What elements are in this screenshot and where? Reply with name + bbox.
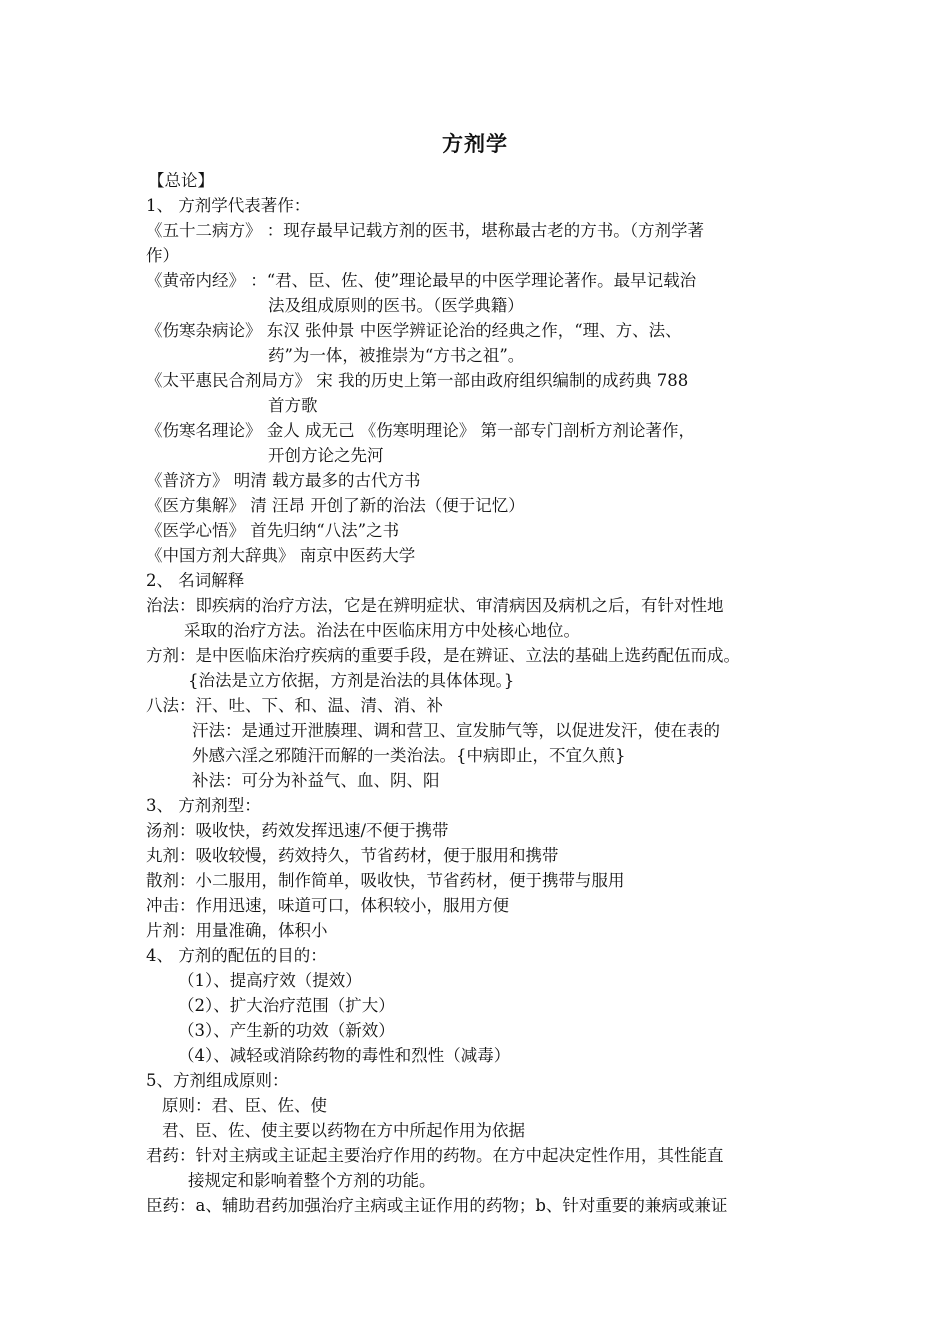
text-line: 《伤寒杂病论》 东汉 张仲景 中医学辨证论治的经典之作，“理、方、法、: [146, 321, 682, 340]
section-heading-general: 【总论】: [148, 171, 214, 190]
text-line: 法及组成原则的医书。（医学典籍）: [268, 296, 524, 315]
list-item: （3）、产生新的功效（新效）: [178, 1021, 395, 1040]
text-line: 《医方集解》 清 汪昂 开创了新的治法（便于记忆）: [146, 496, 525, 515]
text-line: 八法：汗、吐、下、和、温、清、消、补: [146, 696, 443, 715]
text-line: 《医学心悟》 首先归纳“八法”之书: [146, 521, 400, 540]
text-line: 片剂：用量准确，体积小: [146, 921, 328, 940]
section-heading-5: 5、方剂组成原则：: [146, 1071, 289, 1090]
text-line: 《黄帝内经》 ：“君、臣、佐、使”理论最早的中医学理论著作。最早记载治: [146, 271, 697, 290]
text-line: 作）: [146, 246, 179, 265]
text-line: 补法：可分为补益气、血、阴、阳: [192, 771, 440, 790]
text-line: 丸剂：吸收较慢，药效持久，节省药材，便于服用和携带: [146, 846, 559, 865]
section-heading-3: 3、 方剂剂型：: [146, 796, 261, 815]
section-heading-4: 4、 方剂的配伍的目的：: [146, 946, 327, 965]
text-line: 接规定和影响着整个方剂的功能。: [188, 1171, 436, 1190]
text-line: 原则：君、臣、佐、使: [162, 1096, 327, 1115]
list-item: （1）、提高疗效（提效）: [178, 971, 362, 990]
text-line: 采取的治疗方法。治法在中医临床用方中处核心地位。: [184, 621, 580, 640]
document-title: 方剂学: [442, 131, 508, 156]
text-line: 臣药：a、辅助君药加强治疗主病或主证作用的药物；b、针对重要的兼病或兼证: [146, 1196, 728, 1215]
text-line: {治法是立方依据，方剂是治法的具体体现。}: [188, 671, 515, 690]
text-line: 外感六淫之邪随汗而解的一类治法。{中病即止，不宜久煎}: [192, 746, 626, 765]
text-line: 方剂：是中医临床治疗疾病的重要手段，是在辨证、立法的基础上选药配伍而成。: [146, 646, 740, 665]
text-line: 散剂：小二服用，制作简单，吸收快，节省药材，便于携带与服用: [146, 871, 625, 890]
text-line: 开创方论之先河: [268, 446, 384, 465]
list-item: （4）、减轻或消除药物的毒性和烈性（减毒）: [178, 1046, 511, 1065]
text-line: 《中国方剂大辞典》 南京中医药大学: [146, 546, 416, 565]
section-heading-1: 1、 方剂学代表著作：: [146, 196, 311, 215]
text-line: 药”为一体，被推崇为“方书之祖”。: [268, 346, 525, 365]
text-line: 汗法：是通过开泄腠理、调和营卫、宣发肺气等，以促进发汗，使在表的: [192, 721, 720, 740]
text-line: 冲击：作用迅速，味道可口，体积较小，服用方便: [146, 896, 509, 915]
section-heading-2: 2、 名词解释: [146, 571, 245, 590]
text-line: 汤剂：吸收快，药效发挥迅速/不便于携带: [146, 821, 449, 840]
text-line: 《普济方》 明清 载方最多的古代方书: [146, 471, 421, 490]
list-item: （2）、扩大治疗范围（扩大）: [178, 996, 395, 1015]
text-line: 君、臣、佐、使主要以药物在方中所起作用为依据: [162, 1121, 525, 1140]
text-line: 治法：即疾病的治疗方法，它是在辨明症状、审清病因及病机之后，有针对性地: [146, 596, 724, 615]
text-line: 首方歌: [268, 396, 318, 415]
text-line: 《太平惠民合剂局方》 宋 我的历史上第一部由政府组织编制的成药典 788: [146, 371, 689, 390]
text-line: 《伤寒名理论》 金人 成无己 《伤寒明理论》 第一部专门剖析方剂论著作，: [146, 421, 695, 440]
text-line: 君药：针对主病或主证起主要治疗作用的药物。在方中起决定性作用，其性能直: [146, 1146, 724, 1165]
text-line: 《五十二病方》 ：现存最早记载方剂的医书，堪称最古老的方书。（方剂学著: [146, 221, 704, 240]
